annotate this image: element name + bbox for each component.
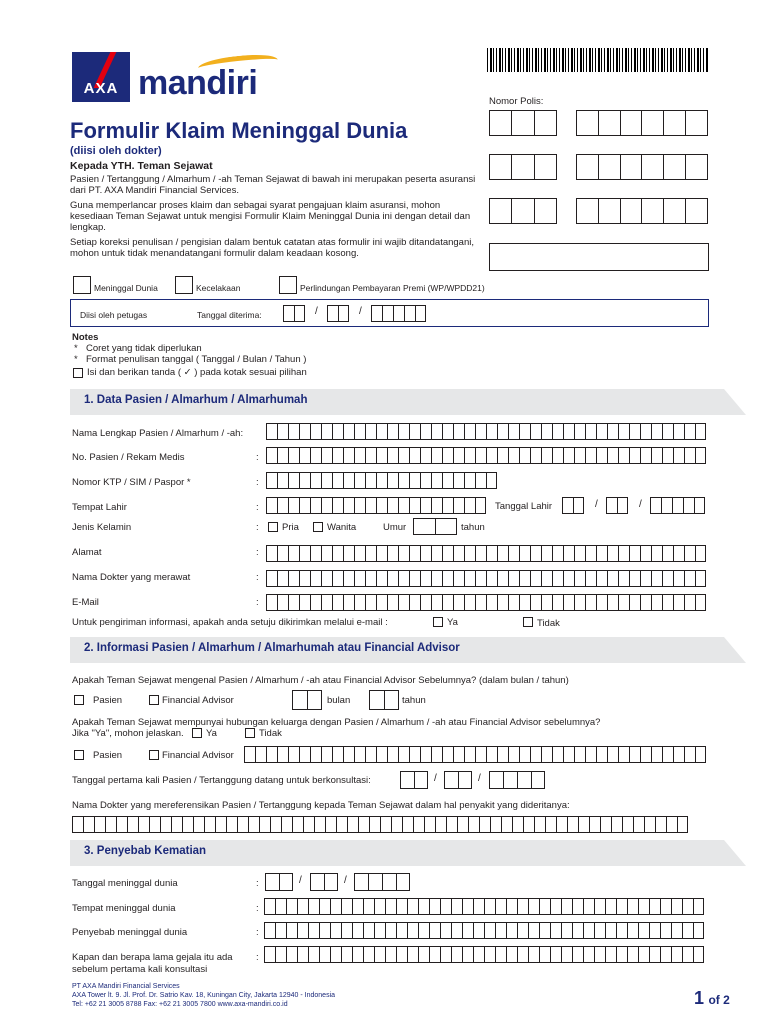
axa-logo-text: AXA xyxy=(83,80,119,97)
death-place-field[interactable] xyxy=(264,898,704,915)
death-date-month[interactable] xyxy=(310,873,338,891)
policy-number-field-1b[interactable] xyxy=(576,110,708,136)
family-no-checkbox[interactable] xyxy=(245,728,255,738)
footer-contact: Tel: +62 21 3005 8788 Fax: +62 21 3005 7800 www.axa-mandiri.co.id xyxy=(72,1001,288,1008)
email-consent-yes-label: Ya xyxy=(447,617,458,628)
birthplace-field[interactable] xyxy=(266,497,486,514)
section-1-title: 1. Data Pasien / Almarhum / Almarhumah xyxy=(84,394,308,406)
ref-doctor-field[interactable] xyxy=(72,816,688,833)
officer-date-day[interactable] xyxy=(283,305,305,322)
patient-no-label: No. Pasien / Rekam Medis xyxy=(72,452,185,463)
intro-paragraph-3: Setiap koreksi penulisan / pengisian dalam bentuk catatan atas formulir ini wajib ditandatangani, mohon untuk tidak menandatangani formulir dalam keadaan kosong. xyxy=(70,237,474,259)
death-date-colon: : xyxy=(256,878,259,889)
section-3-header xyxy=(70,840,746,866)
death-date-label: Tanggal meninggal dunia xyxy=(72,878,178,889)
family-fa-label: Financial Advisor xyxy=(162,750,234,761)
first-consult-day[interactable] xyxy=(400,771,428,789)
patient-name-field[interactable] xyxy=(266,423,706,440)
policy-extra-field[interactable] xyxy=(489,243,709,271)
email-consent-no-checkbox[interactable] xyxy=(523,617,533,627)
family-explain-field[interactable] xyxy=(244,746,706,763)
email-field[interactable] xyxy=(266,594,706,611)
family-no-label: Tidak xyxy=(259,728,282,739)
know-years-field[interactable] xyxy=(369,690,399,710)
gender-female-checkbox[interactable] xyxy=(313,522,323,532)
claim-waiver-label: Perlindungan Pembayaran Premi (WP/WPDD21) xyxy=(300,283,485,293)
age-unit: tahun xyxy=(461,522,485,533)
age-field[interactable] xyxy=(413,518,457,535)
gender-label: Jenis Kelamin xyxy=(72,522,132,533)
know-fa-label: Financial Advisor xyxy=(162,695,234,706)
axa-logo xyxy=(72,52,130,102)
section-2-title: 2. Informasi Pasien / Almarhum / Almarhumah atau Financial Advisor xyxy=(84,642,460,654)
email-consent-yes-checkbox[interactable] xyxy=(433,617,443,627)
barcode xyxy=(487,48,709,72)
patient-name-label: Nama Lengkap Pasien / Almarhum / -ah: xyxy=(72,428,244,439)
policy-number-label: Nomor Polis: xyxy=(489,96,544,107)
claim-death-label: Meninggal Dunia xyxy=(94,283,158,293)
note-3-checkbox-sample xyxy=(73,368,83,378)
id-no-field[interactable] xyxy=(266,472,497,489)
salutation: Kepada YTH. Teman Sejawat xyxy=(70,160,213,172)
birthdate-day[interactable] xyxy=(562,497,584,514)
intro-paragraph-2: Guna memperlancar proses klaim dan sebagai syarat pengajuan klaim asuransi, mohon kesediaan Teman Sejawat untuk mengisi Formulir Klaim Meninggal Dunia ini dengan detail dan lengkap. xyxy=(70,200,471,233)
page-total: of 2 xyxy=(708,993,730,1007)
birthdate-label: Tanggal Lahir xyxy=(495,501,553,512)
ref-doctor-label: Nama Dokter yang mereferensikan Pasien / Tertanggung kepada Teman Sejawat dalam hal penyakit yang dideritanya: xyxy=(72,800,570,811)
policy-number-field-3b[interactable] xyxy=(576,198,708,224)
officer-date-slash-2: / xyxy=(359,306,362,317)
know-years-unit: tahun xyxy=(402,695,426,706)
know-fa-checkbox[interactable] xyxy=(149,695,159,705)
id-no-colon: : xyxy=(256,477,259,488)
section-2-header xyxy=(70,637,746,663)
know-months-field[interactable] xyxy=(292,690,322,710)
birthdate-year[interactable] xyxy=(650,497,705,514)
know-patient-checkbox[interactable] xyxy=(74,695,84,705)
intro-paragraph-1: Pasien / Tertanggung / Almarhum / -ah Teman Sejawat di bawah ini merupakan peserta asuransi dari PT. AXA Mandiri Financial Services. xyxy=(70,174,476,196)
note-1: Coret yang tidak diperlukan xyxy=(86,343,202,354)
death-date-year[interactable] xyxy=(354,873,410,891)
death-date-slash-2: / xyxy=(344,875,347,886)
note-2: Format penulisan tanggal ( Tanggal / Bulan / Tahun ) xyxy=(86,354,307,365)
death-cause-field[interactable] xyxy=(264,922,704,939)
officer-date-slash-1: / xyxy=(315,306,318,317)
death-place-label: Tempat meninggal dunia xyxy=(72,903,176,914)
birthplace-colon: : xyxy=(256,502,259,513)
address-colon: : xyxy=(256,547,259,558)
section-2-notch xyxy=(724,637,746,663)
first-consult-label: Tanggal pertama kali Pasien / Tertanggung datang untuk berkonsultasi: xyxy=(72,775,371,786)
know-patient-label: Pasien xyxy=(93,695,123,706)
claim-accident-label: Kecelakaan xyxy=(196,283,241,293)
email-consent-no-label: Tidak xyxy=(537,618,560,629)
email-consent-label: Untuk pengiriman informasi, apakah anda setuju dikirimkan melalui e-mail : xyxy=(72,617,388,628)
note-3: Isi dan berikan tanda ( ✓ ) pada kotak sesuai pilihan xyxy=(87,367,307,378)
claim-accident-checkbox[interactable] xyxy=(175,276,193,294)
death-date-day[interactable] xyxy=(265,873,293,891)
gender-male-checkbox[interactable] xyxy=(268,522,278,532)
form-subtitle: (diisi oleh dokter) xyxy=(70,145,162,157)
policy-number-field-1a[interactable] xyxy=(489,110,557,136)
family-patient-checkbox[interactable] xyxy=(74,750,84,760)
first-consult-month[interactable] xyxy=(444,771,472,789)
gender-colon: : xyxy=(256,522,259,533)
gender-male-label: Pria xyxy=(282,522,299,533)
officer-label: Diisi oleh petugas xyxy=(80,310,148,320)
doctor-field[interactable] xyxy=(266,570,706,587)
section-1-notch xyxy=(724,389,746,415)
section-1-header xyxy=(70,389,746,415)
notes-title: Notes xyxy=(72,332,99,343)
address-label: Alamat xyxy=(72,547,102,558)
first-consult-slash-2: / xyxy=(478,773,481,784)
symptoms-field[interactable] xyxy=(264,946,704,963)
gender-female-label: Wanita xyxy=(327,522,357,533)
footer-address: AXA Tower lt. 9. Jl. Prof. Dr. Satrio Kav. 18, Kuningan City, Jakarta 12940 - Indonesia xyxy=(72,992,336,999)
symptoms-label-line-2: sebelum pertama kali konsultasi xyxy=(72,964,208,975)
page-current: 1 xyxy=(694,988,705,1008)
age-label: Umur xyxy=(383,522,407,533)
doctor-label: Nama Dokter yang merawat xyxy=(72,572,191,583)
section-3-title: 3. Penyebab Kematian xyxy=(84,845,207,857)
id-no-label: Nomor KTP / SIM / Paspor * xyxy=(72,477,191,488)
birthdate-slash-2: / xyxy=(639,499,642,510)
family-yes-label: Ya xyxy=(206,728,217,739)
birthdate-month[interactable] xyxy=(606,497,628,514)
family-patient-label: Pasien xyxy=(93,750,123,761)
policy-number-field-3a[interactable] xyxy=(489,198,557,224)
officer-date-label: Tanggal diterima: xyxy=(197,310,262,320)
address-field[interactable] xyxy=(266,545,706,562)
family-fa-checkbox[interactable] xyxy=(149,750,159,760)
death-date-slash-1: / xyxy=(299,875,302,886)
email-label: E-Mail xyxy=(72,597,99,608)
footer-company: PT AXA Mandiri Financial Services xyxy=(72,983,180,990)
note-2-star: * xyxy=(74,354,78,365)
birthdate-slash-1: / xyxy=(595,499,598,510)
death-cause-colon: : xyxy=(256,927,259,938)
section-3-notch xyxy=(724,840,746,866)
patient-no-colon: : xyxy=(256,452,259,463)
know-months-unit: bulan xyxy=(327,695,351,706)
death-cause-label: Penyebab meninggal dunia xyxy=(72,927,188,938)
q-family-explain-label: Jika "Ya", mohon jelaskan. xyxy=(72,728,184,739)
claim-death-checkbox[interactable] xyxy=(73,276,91,294)
birthplace-label: Tempat Lahir xyxy=(72,502,127,513)
death-place-colon: : xyxy=(256,903,259,914)
q-family-label: Apakah Teman Sejawat mempunyai hubungan keluarga dengan Pasien / Almarhum / -ah atau Financial Advisor sebelumnya? xyxy=(72,717,601,728)
mandiri-logo-text: mandiri xyxy=(138,64,258,102)
q-know-label: Apakah Teman Sejawat mengenal Pasien / Almarhum / -ah atau Financial Advisor Sebelumnya? (dalam bulan / tahun) xyxy=(72,675,569,686)
policy-number-field-2b[interactable] xyxy=(576,154,708,180)
symptoms-colon: : xyxy=(256,952,259,963)
officer-date-month[interactable] xyxy=(327,305,349,322)
form-title: Formulir Klaim Meninggal Dunia xyxy=(70,118,408,143)
first-consult-year[interactable] xyxy=(489,771,545,789)
page-number xyxy=(694,988,730,1009)
officer-date-year[interactable] xyxy=(371,305,426,322)
doctor-colon: : xyxy=(256,572,259,583)
claim-waiver-checkbox[interactable] xyxy=(279,276,297,294)
patient-no-field[interactable] xyxy=(266,447,706,464)
first-consult-slash-1: / xyxy=(434,773,437,784)
email-colon: : xyxy=(256,597,259,608)
family-yes-checkbox[interactable] xyxy=(192,728,202,738)
policy-number-field-2a[interactable] xyxy=(489,154,557,180)
note-1-star: * xyxy=(74,343,78,354)
symptoms-label-line-1: Kapan dan berapa lama gejala itu ada xyxy=(72,952,233,963)
